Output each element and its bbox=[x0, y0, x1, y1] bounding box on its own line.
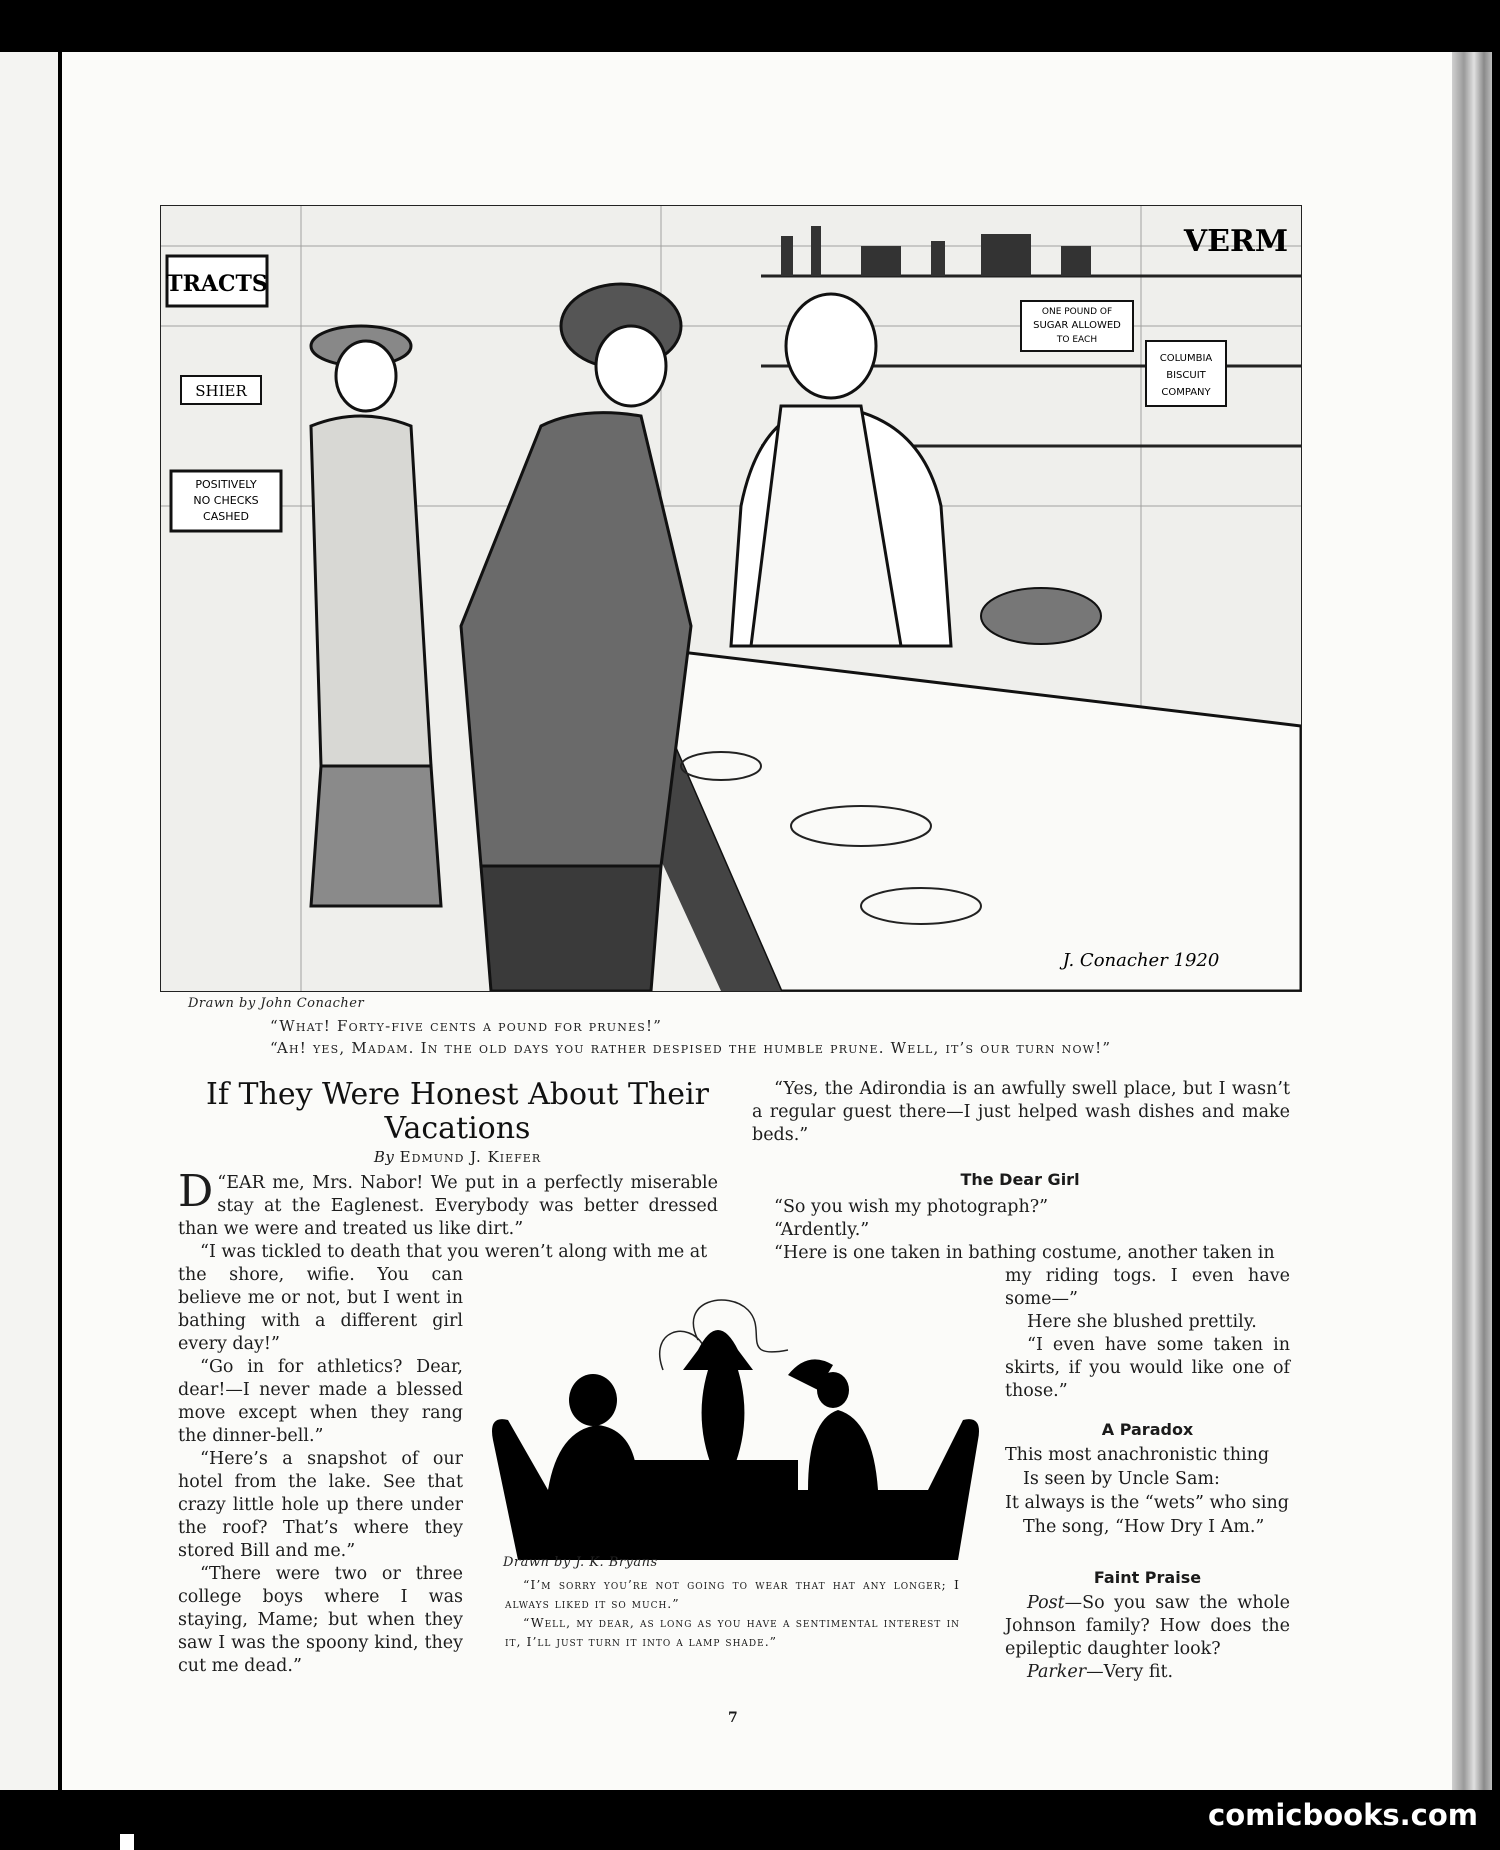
page-number: 7 bbox=[728, 1710, 738, 1726]
silhouette-illustration bbox=[488, 1290, 983, 1560]
cartoon-caption-line2: “Ah! yes, Madam. In the old days you rather despised the humble prune. Well, it’s our turn now!” bbox=[270, 1039, 1112, 1057]
site-watermark: comicbooks.com bbox=[1208, 1798, 1478, 1832]
faint-praise-heading: Faint Praise bbox=[1093, 1568, 1202, 1587]
silhouette-caption-p1: “I’m sorry you’re not going to wear that hat any longer; I always liked it so much.” bbox=[505, 1577, 960, 1611]
silhouette-credit: Drawn by J. K. Bryans bbox=[503, 1555, 658, 1570]
sugar-sign-line1: ONE POUND OF bbox=[1041, 307, 1113, 317]
paradox-heading: A Paradox bbox=[1101, 1420, 1194, 1439]
dear-girl-line3-rest: my riding togs. I even have some—” bbox=[1005, 1266, 1290, 1309]
dear-girl-line5: “I even have some taken in skirts, if you would like one of those.” bbox=[1005, 1335, 1290, 1401]
scan-mark bbox=[120, 1834, 134, 1850]
article-paragraph-1-text: EAR me, Mrs. Nabor! We put in a perfectly miserable stay at the Eaglenest. Everybody was better dressed than we were and treated us like dirt.” bbox=[178, 1173, 718, 1239]
biscuit-sign-line2: BISCUIT bbox=[1166, 370, 1206, 381]
no-checks-sign-line1: POSITIVELY bbox=[195, 478, 257, 491]
article-column-right bbox=[752, 1078, 1290, 1147]
top-right-sign: VERM bbox=[1183, 224, 1289, 259]
article-paragraph-5: “There were two or three college boys where I was staying, Mame; but when they saw I was the spoony kind, they cut me dead.” bbox=[178, 1564, 463, 1676]
article-paragraph-3: “Go in for athletics? Dear, dear!—I never made a blessed move except when they rang the dinner-bell.” bbox=[178, 1357, 463, 1446]
paradox-line-2: Is seen by Uncle Sam: bbox=[1023, 1469, 1220, 1489]
artist-signature: J. Conacher 1920 bbox=[1062, 950, 1220, 971]
article-paragraph-1: “ D EAR me, Mrs. Nabor! We put in a perfectly miserable stay at the Eaglenest. Everybody was better dressed than we were and treated us like dirt.” bbox=[178, 1166, 718, 1239]
sugar-sign-line3: TO EACH bbox=[1056, 335, 1098, 345]
faint-praise-parker-name: Parker bbox=[1027, 1662, 1087, 1682]
article-byline bbox=[175, 1148, 740, 1166]
paradox-poem bbox=[1005, 1443, 1290, 1539]
no-checks-sign-line2: NO CHECKS bbox=[193, 494, 259, 507]
faint-praise-text bbox=[1005, 1592, 1290, 1684]
page-stack-edge bbox=[1452, 52, 1492, 1790]
article-column-left-top bbox=[178, 1166, 718, 1264]
article-paragraph-4: “Here’s a snapshot of our hotel from the lake. See that crazy little hole up there under the roof? That’s where they stored Bill and me.” bbox=[178, 1449, 463, 1561]
faint-praise-parker-line: —Very fit. bbox=[1086, 1662, 1174, 1682]
article-title: If They Were Honest About Their Vacations bbox=[206, 1077, 709, 1146]
silhouette-caption-p2: “Well, my dear, as long as you have a sentimental interest in it, I’ll just turn it into a lamp shade.” bbox=[505, 1615, 960, 1649]
faint-praise-post-name: Post bbox=[1027, 1593, 1065, 1613]
cartoon-caption-line1: “What! Forty-five cents a pound for prunes!” bbox=[270, 1017, 663, 1035]
cashier-sign: SHIER bbox=[195, 382, 247, 400]
dear-girl-line4: Here she blushed prettily. bbox=[1027, 1312, 1257, 1332]
faint-praise-post-line: —So you saw the whole Johnson family? How does the epileptic daughter look? bbox=[1005, 1593, 1290, 1659]
article-paragraph-6: “Yes, the Adirondia is an awfully swell place, but I wasn’t a regular guest there—I just helped wash dishes and make beds.” bbox=[752, 1079, 1290, 1145]
article-paragraph-2-lead: “I was tickled to death that you weren’t along with me at bbox=[200, 1242, 708, 1262]
paradox-line-3: It always is the “wets” who sing bbox=[1005, 1493, 1289, 1513]
dear-girl-heading: The Dear Girl bbox=[960, 1170, 1080, 1189]
paradox-line-4: The song, “How Dry I Am.” bbox=[1023, 1517, 1265, 1537]
byline-author: Edmund J. Kiefer bbox=[399, 1148, 542, 1166]
dear-girl-lower bbox=[1005, 1265, 1290, 1403]
cartoon-credit: Drawn by John Conacher bbox=[188, 996, 365, 1011]
dear-girl-line1: “So you wish my photograph?” bbox=[774, 1197, 1049, 1217]
biscuit-sign-line1: COLUMBIA bbox=[1159, 353, 1213, 364]
article-paragraph-2-rest: the shore, wifie. You can believe me or not, but I went in bathing with a different girl every day!” bbox=[178, 1265, 463, 1354]
article-column-left-narrow bbox=[178, 1264, 463, 1678]
extracts-sign: TRACTS bbox=[166, 271, 268, 297]
drop-cap: D bbox=[178, 1166, 214, 1217]
faint-praise-parker bbox=[1005, 1661, 1290, 1684]
byline-by: By bbox=[373, 1148, 395, 1166]
sugar-sign-line2: SUGAR ALLOWED bbox=[1033, 320, 1121, 331]
biscuit-sign-line3: COMPANY bbox=[1161, 387, 1211, 398]
facing-page-edge bbox=[0, 52, 58, 1790]
silhouette-caption bbox=[505, 1575, 960, 1651]
dear-girl-upper bbox=[752, 1196, 1290, 1265]
grocery-store-cartoon bbox=[160, 205, 1302, 992]
paradox-line-1: This most anachronistic thing bbox=[1005, 1445, 1270, 1465]
faint-praise-post bbox=[1005, 1592, 1290, 1661]
dear-girl-line3-lead: “Here is one taken in bathing costume, another taken in bbox=[774, 1243, 1275, 1263]
dear-girl-line2: “Ardently.” bbox=[774, 1220, 870, 1240]
no-checks-sign-line3: CASHED bbox=[203, 510, 249, 523]
